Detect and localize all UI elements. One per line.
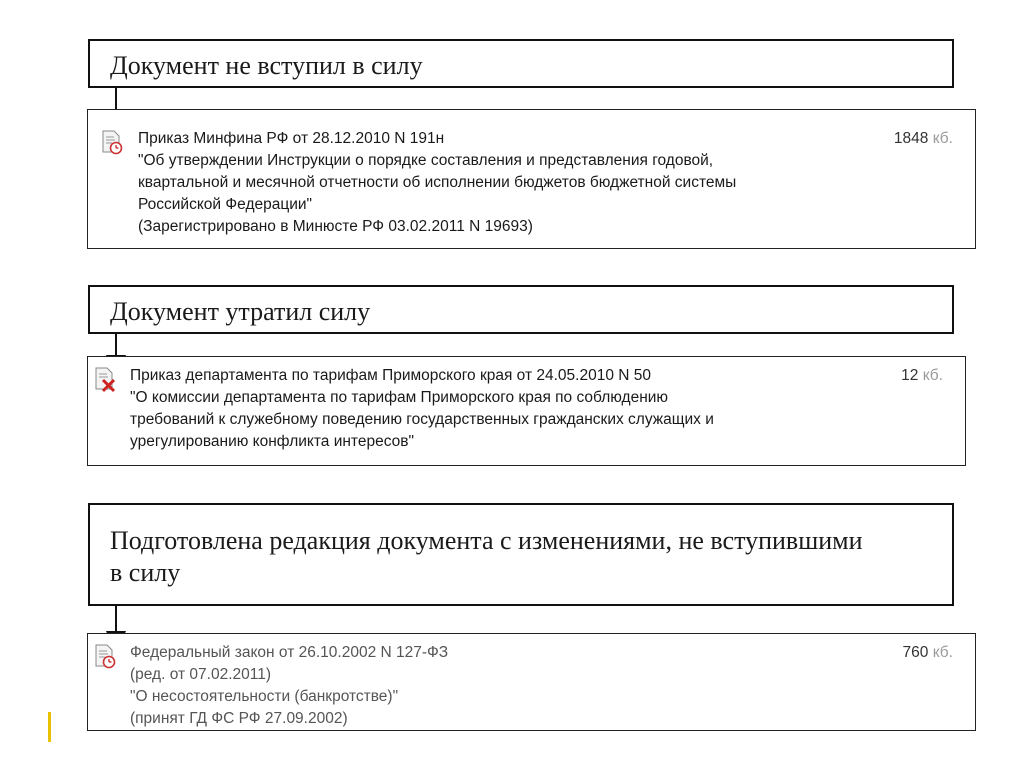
document-line: урегулированию конфликта интересов"	[130, 433, 414, 450]
caption-text: Документ утратил силу	[110, 297, 371, 326]
document-description[interactable]	[138, 128, 736, 238]
document-card-not-in-force[interactable]	[87, 109, 976, 249]
document-title-link[interactable]: Приказ Минфина РФ от 28.12.2010 N 191н	[138, 130, 445, 147]
document-size	[901, 365, 943, 387]
caption-pending-edition	[88, 503, 954, 606]
document-line: "О комиссии департамента по тарифам Приморского края по соблюдению	[130, 389, 669, 406]
caption-text: Документ не вступил в силу	[110, 51, 423, 80]
caption-not-in-force	[88, 39, 954, 88]
document-line: требований к служебному поведению государственных гражданских служащих и	[130, 411, 714, 428]
caption-line: Подготовлена редакция документа с изменениями, не вступившими	[110, 526, 863, 555]
document-size	[903, 642, 954, 664]
document-card-expired[interactable]	[87, 356, 966, 466]
document-line: "О несостоятельности (банкротстве)"	[130, 688, 399, 705]
document-card-pending-edition[interactable]	[87, 633, 976, 731]
size-unit: кб.	[932, 130, 953, 147]
size-value: 12	[901, 367, 919, 384]
size-unit: кб.	[932, 644, 953, 661]
edge-mark-decoration	[48, 712, 51, 742]
document-line: Российской Федерации"	[138, 196, 313, 213]
document-description[interactable]	[130, 365, 714, 453]
document-pending-edition-icon	[93, 644, 117, 670]
document-line: (принят ГД ФС РФ 27.09.2002)	[130, 710, 348, 727]
document-line: квартальной и месячной отчетности об исполнении бюджетов бюджетной системы	[138, 174, 737, 191]
document-line: (ред. от 07.02.2011)	[130, 666, 271, 683]
document-size	[894, 128, 953, 150]
document-not-in-force-icon	[100, 130, 124, 156]
caption-expired	[88, 285, 954, 334]
document-line: (Зарегистрировано в Минюсте РФ 03.02.2011 N 19693)	[138, 218, 533, 235]
size-unit: кб.	[922, 367, 943, 384]
caption-line: в силу	[110, 558, 181, 587]
document-expired-icon	[93, 367, 117, 393]
size-value: 760	[902, 644, 929, 661]
document-title-link[interactable]: Приказ департамента по тарифам Приморского края от 24.05.2010 N 50	[130, 367, 651, 384]
document-description[interactable]	[130, 642, 448, 730]
size-value: 1848	[893, 130, 929, 147]
document-title-link[interactable]: Федеральный закон от 26.10.2002 N 127-ФЗ	[130, 644, 449, 661]
document-line: "Об утверждении Инструкции о порядке составления и представления годовой,	[138, 152, 714, 169]
